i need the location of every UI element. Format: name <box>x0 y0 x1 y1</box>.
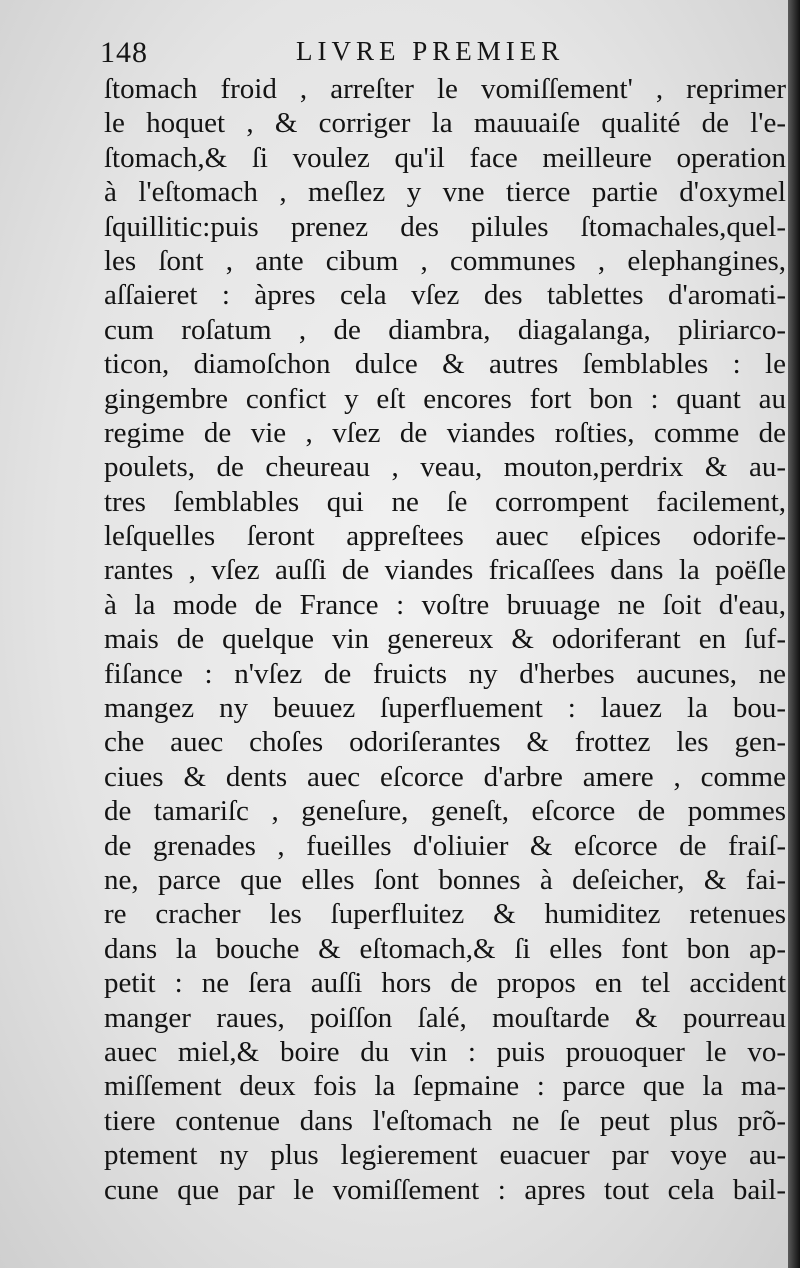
text-line: à l'eſtomach , meſlez y vne tierce partie d'oxymel <box>104 176 786 209</box>
text-line: tiere contenue dans l'eſtomach ne ſe peut plus prõ- <box>104 1104 786 1137</box>
running-title: LIVRE PREMIER <box>296 36 565 66</box>
text-line: fiſance : n'vſez de fruicts ny d'herbes aucunes, ne <box>104 657 786 690</box>
text-line: ſtomach froid , arreſter le vomiſſement' , reprimer <box>104 73 786 105</box>
text-line: regime de vie , vſez de viandes roſties, comme de <box>104 416 786 449</box>
text-line: aſſaieret : àpres cela vſez des tablettes d'aromati- <box>104 279 786 312</box>
text-line: à la mode de France : voſtre bruuage ne ſoit d'eau, <box>104 588 786 621</box>
text-line: cum roſatum , de diambra, diagalanga, pliriarco- <box>104 313 786 346</box>
text-line: ticon, diamoſchon dulce & autres ſemblables : le <box>104 348 786 381</box>
text-line: ſquillitic:puis prenez des pilules ſtomachales,quel- <box>104 210 786 243</box>
text-line: miſſement deux fois la ſepmaine : parce que la ma- <box>104 1070 786 1103</box>
text-line: le hoquet , & corriger la mauuaiſe qualité de l'e- <box>104 107 786 140</box>
text-line: mangez ny beuuez ſuperfluement : lauez la bou- <box>104 692 786 725</box>
text-line: gingembre confict y eſt encores fort bon : quant au <box>104 382 786 415</box>
page-number: 148 <box>100 36 148 69</box>
text-line: de grenades , fueilles d'oliuier & eſcorce de fraiſ- <box>104 829 786 862</box>
text-line: mais de quelque vin genereux & odoriferant en ſuf- <box>104 623 786 656</box>
book-gutter <box>788 0 800 1268</box>
text-line: tres ſemblables qui ne ſe corrompent facilement, <box>104 485 786 518</box>
text-line: leſquelles ſeront appreſtees auec eſpices odorife- <box>104 520 786 553</box>
text-line: les ſont , ante cibum , communes , elephangines, <box>104 244 786 277</box>
body-text <box>104 72 786 1207</box>
text-line: manger raues, poiſſon ſalé, mouſtarde & pourreau <box>104 1001 786 1034</box>
text-line: ptement ny plus legierement euacuer par voye au- <box>104 1139 786 1172</box>
page-header <box>100 36 660 76</box>
text-line: che auec choſes odoriſerantes & frottez les gen- <box>104 726 786 759</box>
text-line: dans la bouche & eſtomach,& ſi elles font bon ap- <box>104 932 786 965</box>
text-line: petit : ne ſera auſſi hors de propos en tel accident <box>104 967 786 1000</box>
text-line: de tamariſc , geneſure, geneſt, eſcorce de pommes <box>104 795 786 828</box>
text-line: auec miel,& boire du vin : puis prouoquer le vo- <box>104 1035 786 1068</box>
text-line: re cracher les ſuperfluitez & humiditez retenues <box>104 898 786 931</box>
text-line: poulets, de cheureau , veau, mouton,perdrix & au- <box>104 451 786 484</box>
text-line: ſtomach,& ſi voulez qu'il face meilleure operation <box>104 141 786 174</box>
text-line: ne, parce que elles ſont bonnes à deſeicher, & fai- <box>104 863 786 896</box>
text-line: rantes , vſez auſſi de viandes fricaſſees dans la poëſle <box>104 554 786 587</box>
text-line: cune que par le vomiſſement : apres tout cela bail- <box>104 1173 786 1206</box>
text-line: ciues & dents auec eſcorce d'arbre amere , comme <box>104 760 786 793</box>
